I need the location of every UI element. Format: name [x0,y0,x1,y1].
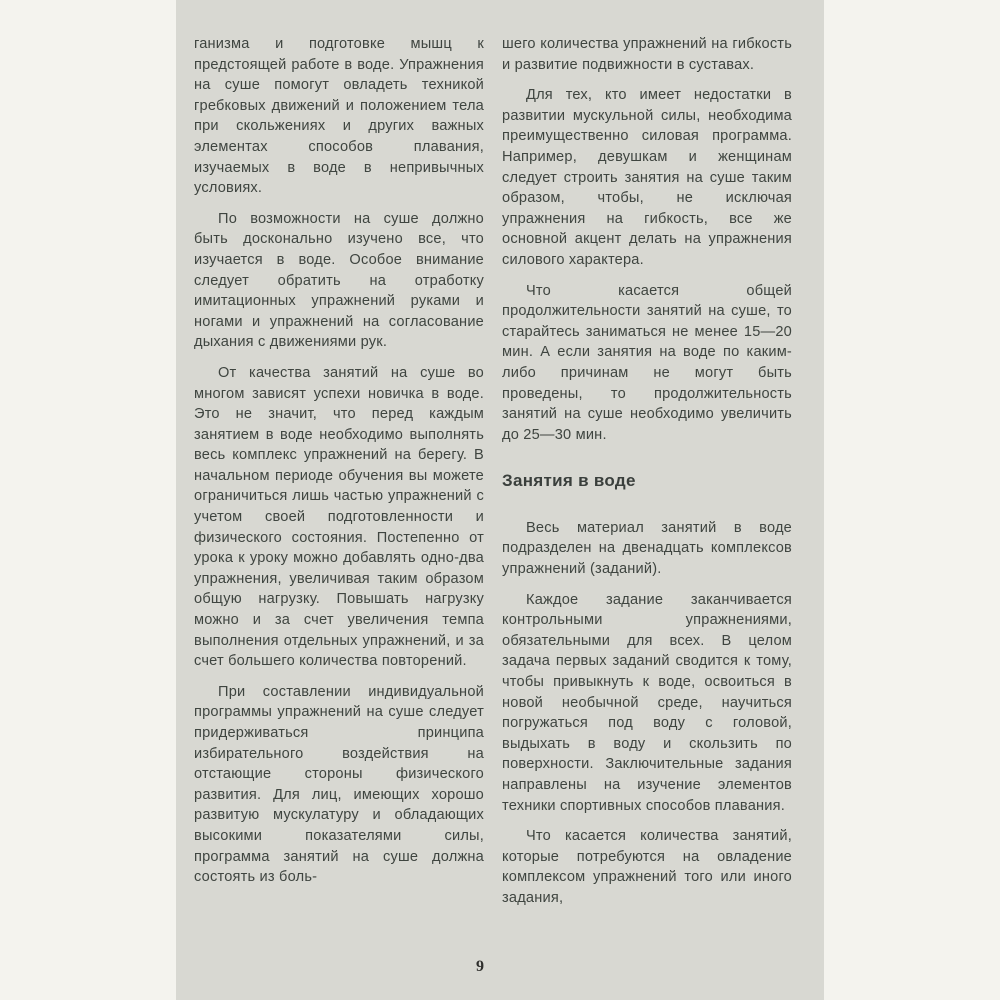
paragraph: Для тех, кто имеет недостатки в развитии мускульной силы, необходима преимущественно силовая программа. Например, девушкам и женщинам следует строить занятия на суше таким образом, чтобы, не исключая упражнения на гибкость, все же основной акцент делать на упражнения силового характера. [502,87,792,268]
book-page [176,0,824,1000]
paragraph: При составлении индивидуальной программы упражнений на суше следует придерживаться принципа избирательного воздействия на отстающие стороны физического развития. Для лиц, имеющих хорошо развитую мускулатуру и обладающих высокими показателями силы, программа занятий на суше должна состоять из боль- [194,683,484,886]
paragraph: ганизма и подготовке мышц к предстоящей работе в воде. Упражнения на суше помогут овладеть техникой гребковых движений и положением тела при скольжениях и других важных элементах способов плавания, изучаемых в воде в непривычных условиях. [194,36,484,197]
paragraph: По возможности на суше должно быть досконально изучено все, что изучается в воде. Особое внимание следует обратить на отработку имитационных упражнений руками и ногами и упражнений на согласование дыхания с движениями рук. [194,210,484,351]
paragraph: Весь материал занятий в воде подразделен на двенадцать комплексов упражнений (заданий). [502,519,792,578]
paragraph: Что касается общей продолжительности занятий на суше, то старайтесь заниматься не менее 15—20 мин. А если занятия на воде по каким-либо причинам не могут быть проведены, то продолжительность занятий на суше необходимо увеличить до 25—30 мин. [502,282,792,443]
page-number: 9 [476,958,484,975]
paragraph: Что касается количества занятий, которые потребуются на овладение комплексом упражнений того или иного задания, [502,828,792,906]
left-column [194,34,484,888]
paragraph: От качества занятий на суше во многом зависят успехи новичка в воде. Это не значит, что перед каждым занятием в воде необходимо выполнять весь комплекс упражнений на берегу. В начальном периоде обучения вы можете ограничиться лишь частью упражнений с учетом своей подготовленности и физического состояния. Постепенно от урока к уроку можно добавлять одно-два упражнения, увеличивая таким образом общую нагрузку. Повышать нагрузку можно и за счет увеличения темпа выполнения отдельных упражнений, и за счет большего количества повторений. [194,364,484,670]
paragraph: Каждое задание заканчивается контрольными упражнениями, обязательными для всех. В целом задача первых заданий сводится к тому, чтобы привыкнуть к воде, освоиться в новой необычной среде, научиться погружаться под воду с головой, выдыхать в воду и скользить по поверхности. Заключительные задания направлены на изучение элементов техники спортивных способов плавания. [502,591,792,814]
right-column [502,34,792,909]
section-heading: Занятия в воде [502,471,636,491]
paragraph: шего количества упражнений на гибкость и развитие подвижности в суставах. [502,36,792,73]
